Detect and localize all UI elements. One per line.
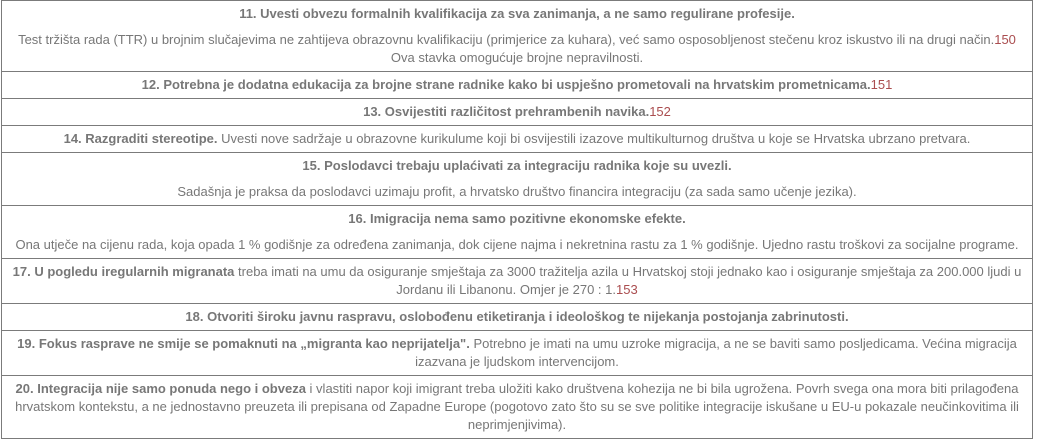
body-text: treba imati na umu da osiguranje smještaja za 3000 tražitelja azila u Hrvatskoj stoji jednako kao i osiguranje smještaja za 200.000 ljudi u Jordanu ili Libanonu. Omjer je 270 : 1. <box>234 264 1022 297</box>
footnote-reference-link[interactable]: 153 <box>615 282 638 297</box>
table-row <box>2 331 1033 376</box>
paragraph <box>12 380 1022 434</box>
recommendation-lead-text: 19. Fokus rasprave ne smije se pomaknuti na „migranta kao neprijatelja". <box>17 336 470 351</box>
footnote-reference-link[interactable]: 150 <box>994 32 1016 47</box>
paragraph <box>12 31 1022 67</box>
table-row <box>2 376 1033 439</box>
recommendation-lead-text: 16. Imigracija nema samo pozitivne ekonomske efekte. <box>348 211 686 226</box>
table-row <box>2 72 1033 99</box>
paragraph <box>12 183 1022 201</box>
paragraph <box>12 236 1022 254</box>
paragraph <box>12 210 1022 228</box>
recommendation-cell <box>2 376 1033 439</box>
recommendation-cell <box>2 304 1033 331</box>
recommendation-cell <box>2 126 1033 153</box>
table-row <box>2 99 1033 126</box>
recommendations-table <box>1 0 1033 439</box>
body-text: Uvesti nove sadržaje u obrazovne kurikulume koji bi osvijestili izazove multikulturnog društva u koje se Hrvatska ubrzano pretvara. <box>217 131 971 146</box>
recommendation-cell <box>2 153 1033 206</box>
recommendation-lead-text: 11. Uvesti obvezu formalnih kvalifikacija za sva zanimanja, a ne samo regulirane profesije. <box>239 6 795 21</box>
body-text: Sadašnja je praksa da poslodavci uzimaju profit, a hrvatsko društvo financira integraciju (za sada samo učenje jezika). <box>177 184 857 199</box>
recommendation-cell <box>2 206 1033 259</box>
paragraph <box>12 157 1022 175</box>
paragraph <box>12 76 1022 94</box>
body-text: Test tržišta rada (TTR) u brojnim slučajevima ne zahtijeva obrazovnu kvalifikaciju (primjerice za kuhara), već samo osposobljenost stečenu kroz iskustvo ili na drugi način. <box>18 32 995 47</box>
body-text: Ova stavka omogućuje brojne nepravilnosti. <box>390 50 644 65</box>
recommendation-cell <box>2 331 1033 376</box>
table-row <box>2 206 1033 259</box>
recommendation-lead-text: 15. Poslodavci trebaju uplaćivati za integraciju radnika koje su uvezli. <box>302 158 732 173</box>
paragraph <box>12 308 1022 326</box>
recommendations-table-body <box>2 1 1033 439</box>
recommendation-cell <box>2 72 1033 99</box>
paragraph <box>12 130 1022 148</box>
paragraph <box>12 263 1022 299</box>
table-row <box>2 126 1033 153</box>
table-row <box>2 1 1033 72</box>
table-row <box>2 259 1033 304</box>
paragraph <box>12 103 1022 121</box>
recommendation-cell <box>2 259 1033 304</box>
footnote-reference-link[interactable]: 152 <box>649 104 671 119</box>
recommendation-cell <box>2 99 1033 126</box>
recommendation-lead-text: 17. U pogledu iregularnih migranata <box>12 264 235 279</box>
body-text: Ona utječe na cijenu rada, koja opada 1 % godišnje za određena zanimanja, dok cijene najma i nekretnina rastu za 1 % godišnje. Ujedno rastu troškovi za socijalne programe. <box>15 237 1019 252</box>
recommendation-lead-text: 18. Otvoriti široku javnu raspravu, oslobođenu etiketiranja i ideološkog te nijekanja postojanja zabrinutosti. <box>185 309 849 324</box>
table-row <box>2 304 1033 331</box>
recommendation-lead-text: 13. Osvijestiti različitost prehrambenih navika. <box>363 104 650 119</box>
recommendation-lead-text: 20. Integracija nije samo ponuda nego i obveza <box>15 381 306 396</box>
table-row <box>2 153 1033 206</box>
footnote-reference-link[interactable]: 151 <box>870 77 893 92</box>
body-text: i vlastiti napor koji imigrant treba uložiti kako društvena kohezija ne bi bila ugrožena. Povrh svega ona mora biti prilagođena hrvatskom kontekstu, a ne jednostavno preuzeta ili prepisana od Zapadne Europe (pogotovo zato što su se sve politike integracije iskušane u EU-u pokazale neučinkovitima ili neprimjenjivima). <box>15 381 1019 432</box>
body-text: Potrebno je imati na umu uzroke migracija, a ne se baviti samo posljedicama. Većina migracija izazvana je ljudskom intervencijom. <box>415 336 1017 369</box>
paragraph <box>12 5 1022 23</box>
recommendation-lead-text: 12. Potrebna je dodatna edukacija za brojne strane radnike kako bi uspješno prometovali na hrvatskim prometnicama. <box>141 77 871 92</box>
recommendation-cell <box>2 1 1033 72</box>
recommendation-lead-text: 14. Razgraditi stereotipe. <box>63 131 218 146</box>
paragraph <box>12 335 1022 371</box>
